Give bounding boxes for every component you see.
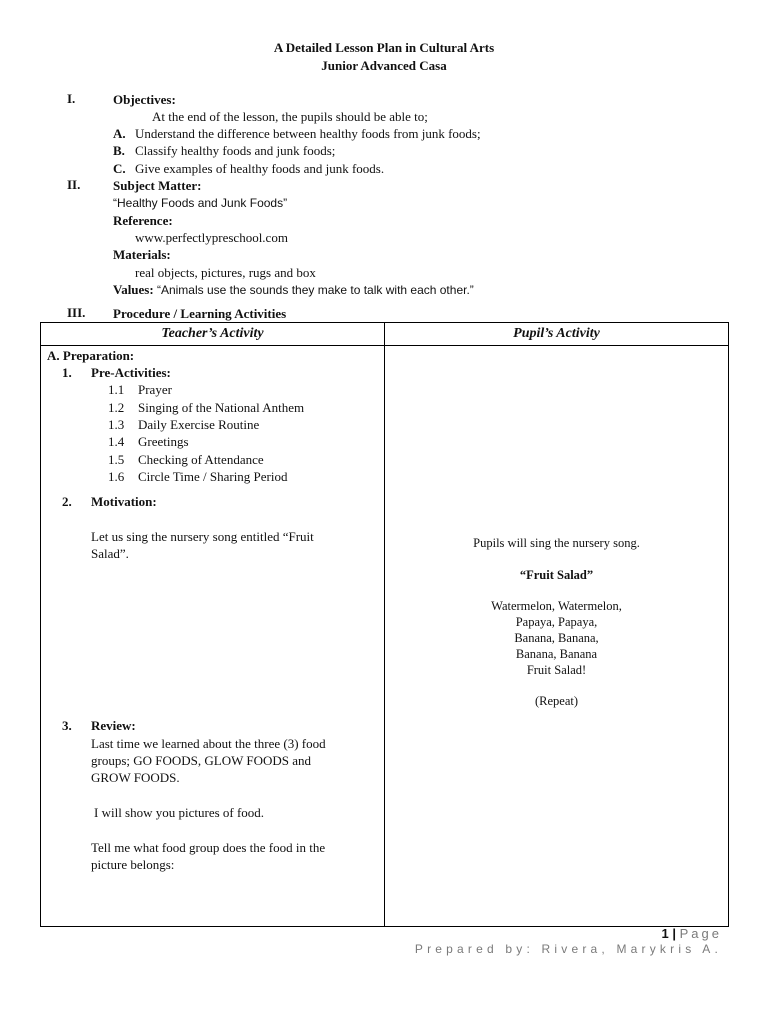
song-title: “Fruit Salad” xyxy=(519,568,594,582)
pre-item-num: 1.6 xyxy=(108,469,125,484)
procedure-heading: Procedure / Learning Activities xyxy=(113,306,287,321)
review-text: Last time we learned about the three (3) food xyxy=(91,736,326,751)
prepared-by: Prepared by: Rivera, Marykris A. xyxy=(414,942,722,956)
review-heading: Review: xyxy=(91,718,136,733)
pre-item-text: Daily Exercise Routine xyxy=(138,417,260,432)
song-repeat: (Repeat) xyxy=(534,694,579,708)
objectives-heading: Objectives: xyxy=(113,92,176,107)
pupil-sing-instruction: Pupils will sing the nursery song. xyxy=(473,536,640,550)
objective-text: Understand the difference between healthy foods from junk foods; xyxy=(135,126,481,141)
materials-value: real objects, pictures, rugs and box xyxy=(135,265,316,280)
review-text: I will show you pictures of food. xyxy=(94,805,265,820)
objective-item xyxy=(113,142,335,159)
reference-value: www.perfectlypreschool.com xyxy=(135,230,288,245)
pre-item-num: 1.2 xyxy=(108,400,125,415)
activities-table xyxy=(40,322,729,927)
pupil-activity-header: Pupil’s Activity xyxy=(385,323,729,346)
song-line: Banana, Banana xyxy=(515,647,598,661)
values-value: “Animals use the sounds they make to talk with each other.” xyxy=(156,283,474,297)
page-number: 1 xyxy=(661,926,669,941)
page-word: Page xyxy=(679,926,722,941)
subject-topic: “Healthy Foods and Junk Foods” xyxy=(113,196,288,210)
teacher-activity-cell xyxy=(41,346,385,927)
page-number-footer xyxy=(662,926,722,941)
objective-letter: B. xyxy=(113,143,125,158)
objective-letter: A. xyxy=(113,126,126,141)
objective-item xyxy=(113,125,481,142)
pre-activities-num: 1. xyxy=(62,365,72,380)
motivation-text: Let us sing the nursery song entitled “Fruit xyxy=(91,529,314,544)
motivation-heading: Motivation: xyxy=(91,494,157,509)
document-title: A Detailed Lesson Plan in Cultural Arts xyxy=(273,40,495,55)
preparation-heading: A. Preparation: xyxy=(47,348,135,363)
review-text: GROW FOODS. xyxy=(91,770,180,785)
pre-item-num: 1.1 xyxy=(108,382,125,397)
page-separator: | xyxy=(668,926,680,941)
subject-matter-numeral: II. xyxy=(67,177,81,192)
review-num: 3. xyxy=(62,718,72,733)
song-line: Papaya, Papaya, xyxy=(515,615,598,629)
values-label: Values: xyxy=(113,282,154,297)
pre-item-text: Circle Time / Sharing Period xyxy=(138,469,288,484)
song-line: Fruit Salad! xyxy=(526,663,587,677)
pre-item-text: Checking of Attendance xyxy=(138,452,264,467)
pre-item-text: Greetings xyxy=(138,434,189,449)
pre-item-text: Prayer xyxy=(138,382,172,397)
document-subtitle: Junior Advanced Casa xyxy=(321,58,447,73)
materials-label: Materials: xyxy=(113,247,171,262)
pre-activities-heading: Pre-Activities: xyxy=(91,365,171,380)
motivation-text: Salad”. xyxy=(91,546,129,561)
teacher-activity-header: Teacher’s Activity xyxy=(41,323,385,346)
objective-letter: C. xyxy=(113,161,126,176)
review-text: picture belongs: xyxy=(91,857,175,872)
subject-matter-heading: Subject Matter: xyxy=(113,178,202,193)
objective-text: Classify healthy foods and junk foods; xyxy=(135,143,336,158)
pre-item-text: Singing of the National Anthem xyxy=(138,400,305,415)
pre-item-num: 1.5 xyxy=(108,452,125,467)
objective-item xyxy=(113,160,384,177)
song-line: Banana, Banana, xyxy=(514,631,599,645)
values-line xyxy=(113,281,474,299)
review-text: Tell me what food group does the food in the xyxy=(91,840,326,855)
pre-item-num: 1.4 xyxy=(108,434,125,449)
procedure-numeral: III. xyxy=(67,305,86,320)
objectives-intro: At the end of the lesson, the pupils should be able to; xyxy=(152,109,428,124)
review-text: groups; GO FOODS, GLOW FOODS and xyxy=(91,753,312,768)
objective-text: Give examples of healthy foods and junk foods. xyxy=(135,161,385,176)
reference-label: Reference: xyxy=(113,213,173,228)
pupil-activity-cell xyxy=(385,346,729,927)
motivation-num: 2. xyxy=(62,494,72,509)
objectives-numeral: I. xyxy=(67,91,76,106)
document-title-block xyxy=(0,39,768,75)
song-line: Watermelon, Watermelon, xyxy=(491,599,622,613)
pre-item-num: 1.3 xyxy=(108,417,125,432)
